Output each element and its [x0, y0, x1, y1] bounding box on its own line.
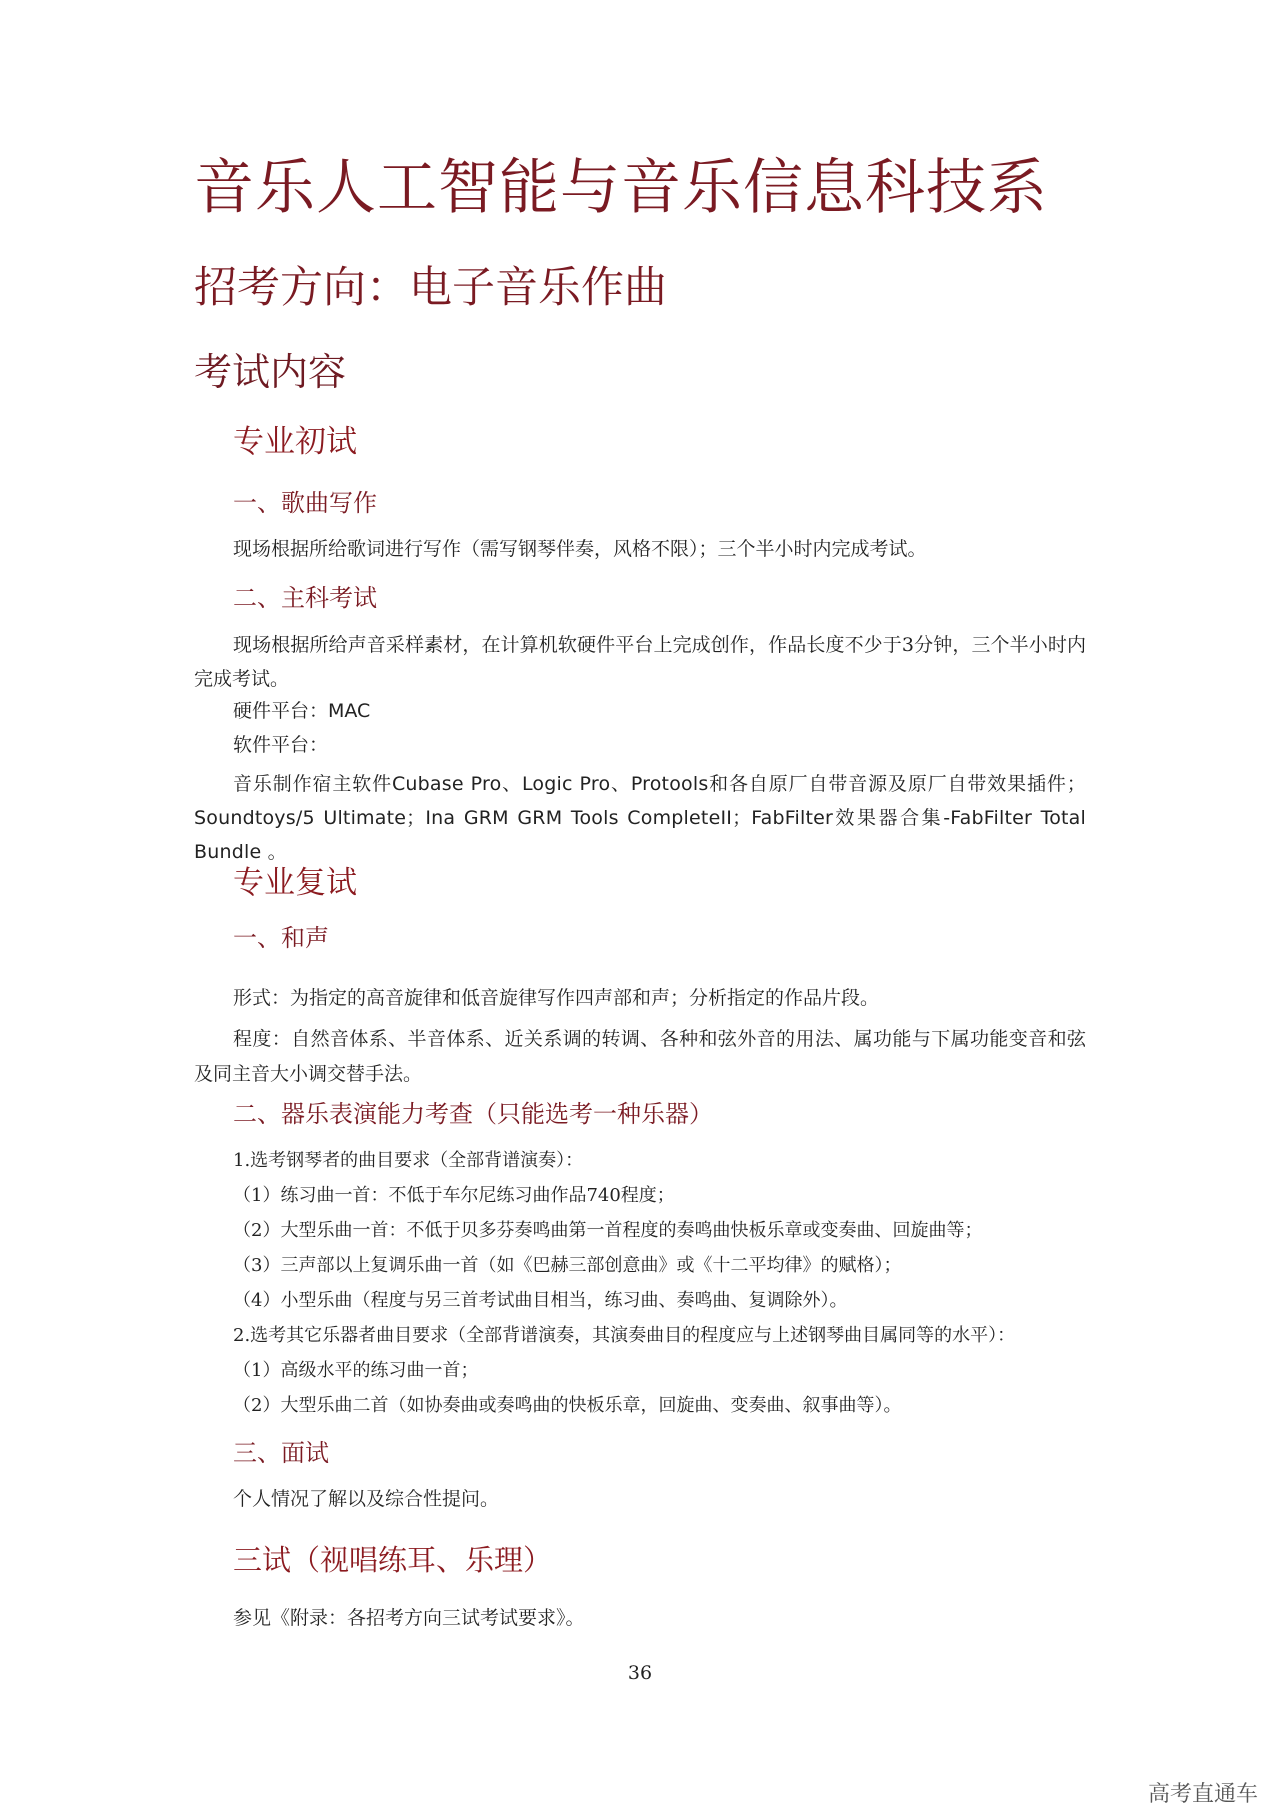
round3-text: 参见《附录：各招考方向三试考试要求》。: [233, 1607, 585, 1629]
instrument-heading: 二、器乐表演能力考查（只能选考一种乐器）: [233, 1100, 713, 1128]
direction-heading: 招考方向：电子音乐作曲: [194, 263, 667, 313]
instrument-line: （4）小型乐曲（程度与另三首考试曲目相当，练习曲、奏鸣曲、复调除外）。: [233, 1290, 848, 1311]
instrument-line: （2）大型乐曲一首：不低于贝多芬奏鸣曲第一首程度的奏鸣曲快板乐章或变奏曲、回旋曲等；: [233, 1220, 983, 1241]
round3-heading: 三试（视唱练耳、乐理）: [233, 1543, 553, 1577]
main-exam-heading: 二、主科考试: [233, 584, 377, 612]
instrument-line: 2.选考其它乐器者曲目要求（全部背谱演奏，其演奏曲目的程度应与上述钢琴曲目属同等的水平）：: [233, 1325, 1016, 1346]
harmony-level: 程度：自然音体系、半音体系、近关系调的转调、各种和弦外音的用法、属功能与下属功能变音和弦及同主音大小调交替手法。: [194, 1028, 1086, 1085]
round1-heading: 专业初试: [233, 424, 357, 460]
page-number: 36: [627, 1662, 653, 1684]
instrument-line: 1.选考钢琴者的曲目要求（全部背谱演奏）：: [233, 1150, 584, 1171]
instrument-line: （2）大型乐曲二首（如协奏曲或奏鸣曲的快板乐章，回旋曲、变奏曲、叙事曲等）。: [233, 1395, 902, 1416]
software-platform-label: 软件平台：: [233, 734, 329, 756]
harmony-heading: 一、和声: [233, 924, 329, 952]
main-exam-text: 现场根据所给声音采样素材，在计算机软硬件平台上完成创作，作品长度不少于3分钟，三个半小时内完成考试。: [194, 634, 1086, 690]
instrument-line: （3）三声部以上复调乐曲一首（如《巴赫三部创意曲》或《十二平均律》的赋格）；: [233, 1255, 902, 1276]
instrument-line: （1）高级水平的练习曲一首；: [233, 1360, 479, 1381]
department-title: 音乐人工智能与音乐信息科技系: [194, 153, 1048, 223]
hardware-platform: 硬件平台：MAC: [233, 700, 371, 722]
interview-text: 个人情况了解以及综合性提问。: [233, 1488, 500, 1510]
round2-heading: 专业复试: [233, 865, 357, 901]
song-writing-text: 现场根据所给歌词进行写作（需写钢琴伴奏，风格不限）；三个半小时内完成考试。: [233, 538, 927, 560]
watermark: 高考直通车: [1147, 1782, 1258, 1807]
song-writing-heading: 一、歌曲写作: [233, 489, 377, 517]
harmony-form: 形式：为指定的高音旋律和低音旋律写作四声部和声；分析指定的作品片段。: [233, 987, 880, 1009]
software-platform-text: 音乐制作宿主软件Cubase Pro、Logic Pro、Protools和各自原厂自带音源及原厂自带效果插件；Soundtoys/5 Ultimate；Ina GRM GRM Tools CompleteII；FabFilter效果器合集-FabFilter Total Bundle 。: [194, 773, 1086, 863]
instrument-line: （1）练习曲一首：不低于车尔尼练习曲作品740程度；: [233, 1185, 675, 1206]
interview-heading: 三、面试: [233, 1439, 329, 1467]
exam-content-heading: 考试内容: [194, 350, 347, 394]
